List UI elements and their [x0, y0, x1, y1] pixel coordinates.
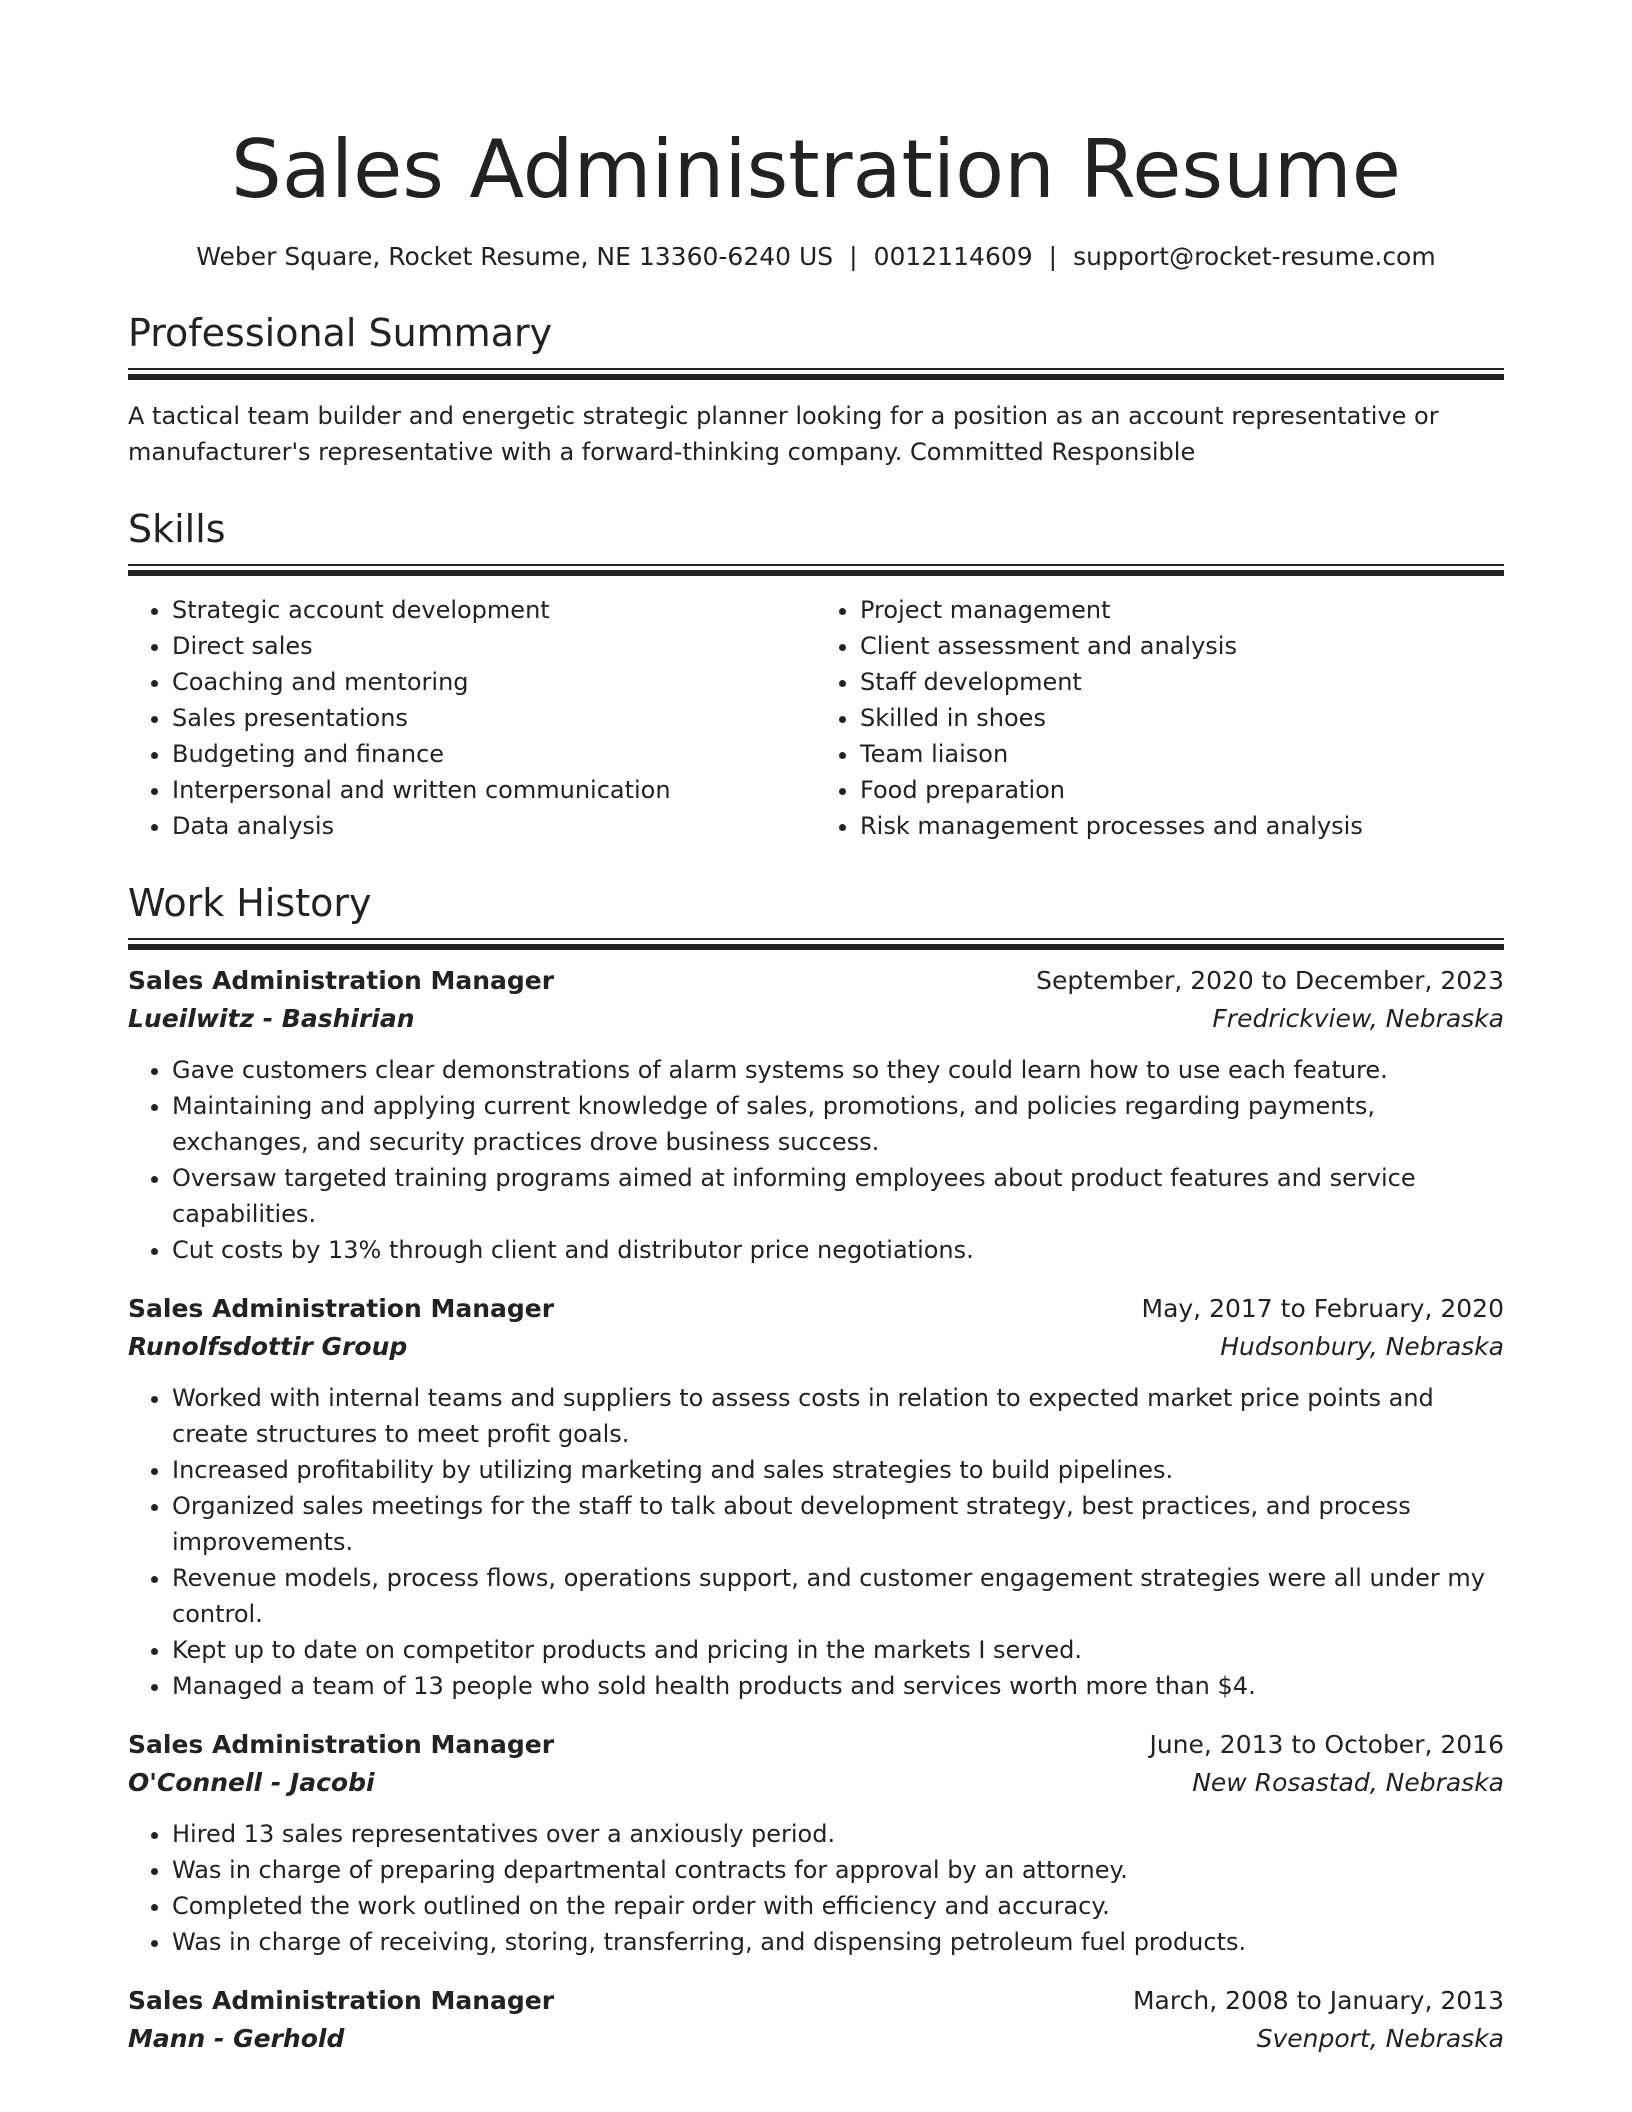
job-dates: September, 2020 to December, 2023: [1036, 966, 1504, 995]
job-bullet: • Organized sales meetings for the staff to talk about development strategy, best practices, and process improvements.: [172, 1488, 1504, 1560]
section-heading-summary: Professional Summary: [128, 308, 1504, 370]
job-dates: March, 2008 to January, 2013: [1132, 1986, 1504, 2015]
job-dates: June, 2013 to October, 2016: [1149, 1730, 1504, 1759]
skills-columns: [128, 592, 1504, 844]
job-title: Sales Administration Manager: [128, 966, 555, 995]
skill-item: • Client assessment and analysis: [860, 628, 1504, 664]
job-title: Sales Administration Manager: [128, 1986, 555, 2015]
job-company: Lueilwitz - Bashirian: [128, 1004, 415, 1033]
skill-item: • Team liaison: [860, 736, 1504, 772]
job-company-row: [128, 1764, 1504, 1802]
job-location: Hudsonbury, Nebraska: [1220, 1332, 1504, 1361]
job-company-row: [128, 1328, 1504, 1366]
job-company: O'Connell - Jacobi: [128, 1768, 375, 1797]
summary-text: A tactical team builder and energetic strategic planner looking for a position as an account representative or manufacturer's representative with a forward-thinking company. Committed Responsible: [128, 402, 1439, 466]
skill-item: • Strategic account development: [172, 592, 816, 628]
job-entry: [128, 1290, 1504, 1704]
job-entry: [128, 1726, 1504, 1960]
skill-item: • Sales presentations: [172, 700, 816, 736]
resume-title: Sales Administration Resume: [231, 123, 1401, 216]
contact-separator: |: [1048, 242, 1058, 271]
job-location: New Rosastad, Nebraska: [1192, 1768, 1504, 1797]
professional-summary-section: [128, 308, 1504, 470]
job-dates: May, 2017 to February, 2020: [1141, 1294, 1504, 1323]
skill-item: • Budgeting and finance: [172, 736, 816, 772]
job-company-row: [128, 1000, 1504, 1038]
job-bullet: • Cut costs by 13% through client and distributor price negotiations.: [172, 1232, 1504, 1268]
job-company: Runolfsdottir Group: [128, 1332, 408, 1361]
job-header-row: [128, 1982, 1504, 2020]
job-bullet: • Gave customers clear demonstrations of alarm systems so they could learn how to use each feature.: [172, 1052, 1504, 1088]
skill-item: • Staff development: [860, 664, 1504, 700]
job-bullet: • Maintaining and applying current knowledge of sales, promotions, and policies regarding payments, exchanges, and security practices drove business success.: [172, 1088, 1504, 1160]
job-bullet: • Was in charge of preparing departmental contracts for approval by an attorney.: [172, 1852, 1504, 1888]
skills-list-left: [128, 592, 816, 844]
job-bullet: • Hired 13 sales representatives over a anxiously period.: [172, 1816, 1504, 1852]
job-title: Sales Administration Manager: [128, 1730, 555, 1759]
contact-phone: 0012114609: [873, 242, 1033, 271]
job-bullet: • Increased profitability by utilizing marketing and sales strategies to build pipelines.: [172, 1452, 1504, 1488]
job-header-row: [128, 1290, 1504, 1328]
resume-page: [128, 0, 1504, 2058]
job-bullets: [128, 1816, 1504, 1960]
job-bullet: • Oversaw targeted training programs aimed at informing employees about product features and service capabilities.: [172, 1160, 1504, 1232]
skill-item: • Direct sales: [172, 628, 816, 664]
skill-item: • Project management: [860, 592, 1504, 628]
job-header-row: [128, 962, 1504, 1000]
job-bullet: • Was in charge of receiving, storing, transferring, and dispensing petroleum fuel products.: [172, 1924, 1504, 1960]
job-company-row: [128, 2020, 1504, 2058]
contact-email[interactable]: support@rocket-resume.com: [1073, 242, 1436, 271]
skills-section: [128, 504, 1504, 844]
job-entry: [128, 962, 1504, 1268]
job-bullet: • Managed a team of 13 people who sold health products and services worth more than $4.: [172, 1668, 1504, 1704]
job-bullet: • Kept up to date on competitor products and pricing in the markets I served.: [172, 1632, 1504, 1668]
job-location: Svenport, Nebraska: [1256, 2024, 1504, 2053]
job-bullet: • Worked with internal teams and suppliers to assess costs in relation to expected market price points and create structures to meet profit goals.: [172, 1380, 1504, 1452]
job-title: Sales Administration Manager: [128, 1294, 555, 1323]
section-heading-skills: Skills: [128, 504, 1504, 566]
skill-item: • Risk management processes and analysis: [860, 808, 1504, 844]
contact-separator: |: [849, 242, 858, 271]
skill-item: • Skilled in shoes: [860, 700, 1504, 736]
section-heading-work-history: Work History: [128, 878, 1504, 940]
job-company: Mann - Gerhold: [128, 2024, 345, 2053]
skill-item: • Data analysis: [172, 808, 816, 844]
job-bullet: • Revenue models, process flows, operations support, and customer engagement strategies were all under my control.: [172, 1560, 1504, 1632]
job-entry: [128, 1982, 1504, 2058]
skills-list-right: [816, 592, 1504, 844]
work-history-section: [128, 878, 1504, 2058]
skill-item: • Interpersonal and written communication: [172, 772, 816, 808]
job-bullet: • Completed the work outlined on the repair order with efficiency and accuracy.: [172, 1888, 1504, 1924]
job-bullets: [128, 1380, 1504, 1704]
job-bullets: [128, 1052, 1504, 1268]
skill-item: • Coaching and mentoring: [172, 664, 816, 700]
job-header-row: [128, 1726, 1504, 1764]
job-location: Fredrickview, Nebraska: [1212, 1004, 1504, 1033]
contact-address: Weber Square, Rocket Resume, NE 13360-6240 US: [196, 242, 834, 271]
skill-item: • Food preparation: [860, 772, 1504, 808]
contact-line: [128, 240, 1504, 274]
